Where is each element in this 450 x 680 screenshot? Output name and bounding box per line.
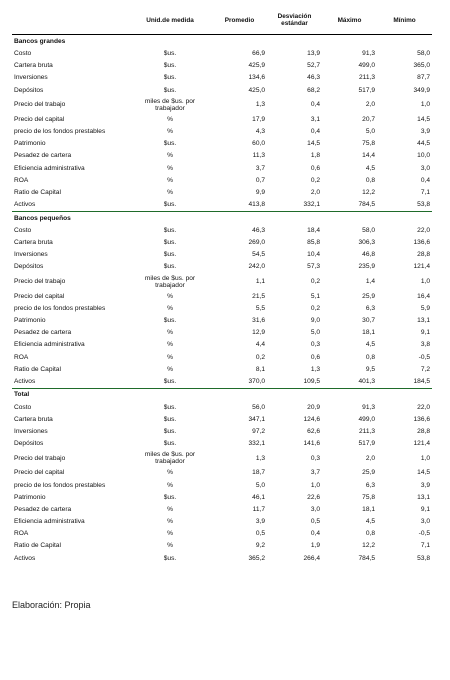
table-row	[12, 113, 432, 125]
cell-minimo: 3,0	[420, 518, 430, 526]
cell-desviacion: 124,6	[303, 415, 320, 423]
cell-desviacion: 332,1	[267, 199, 322, 212]
cell-label: Eficiencia administrativa	[14, 164, 85, 172]
cell-minimo: 1,0	[420, 101, 430, 109]
table-row	[12, 375, 432, 388]
cell-minimo: 349,9	[413, 86, 430, 94]
cell-unit: $us.	[163, 140, 177, 148]
cell-minimo: 1,0	[420, 278, 430, 285]
cell-promedio: 1,3	[255, 454, 265, 462]
cell-maximo: 4,5	[365, 164, 375, 172]
header-maximo: Máximo	[322, 6, 377, 35]
cell-promedio: 0,2	[255, 353, 265, 361]
cell-minimo: 7,1	[420, 542, 430, 550]
cell-label: precio de los fondos prestables	[14, 304, 106, 312]
cell-minimo: 3,9	[420, 481, 430, 489]
table-row	[12, 249, 432, 261]
cell-unit: %	[167, 341, 173, 349]
table-header-row	[12, 6, 432, 35]
cell-label: Activos	[14, 554, 36, 562]
cell-maximo: 75,8	[362, 140, 375, 148]
cell-desviacion: 0,2	[310, 304, 320, 312]
cell-desviacion: 3,1	[310, 115, 320, 123]
cell-label: Precio del trabajo	[14, 101, 66, 109]
table-row	[12, 125, 432, 137]
cell-maximo: 2,0	[365, 454, 375, 462]
table-row	[12, 314, 432, 326]
footnote: Elaboración: Propia	[12, 600, 91, 610]
cell-unit: $us.	[163, 86, 177, 94]
cell-maximo: 2,0	[365, 101, 375, 109]
cell-desviacion: 22,6	[307, 493, 320, 501]
cell-label: Patrimonio	[14, 140, 46, 148]
section-header-row	[12, 211, 432, 224]
cell-promedio: 21,5	[252, 292, 265, 300]
table-row	[12, 290, 432, 302]
cell-label: precio de los fondos prestables	[14, 128, 106, 136]
cell-unit: %	[167, 353, 173, 361]
cell-promedio: 56,0	[252, 403, 265, 411]
cell-label: Inversiones	[14, 74, 48, 82]
cell-minimo: 7,2	[420, 365, 430, 373]
cell-promedio: 31,6	[252, 316, 265, 324]
cell-unit: $us.	[163, 493, 177, 501]
cell-label: Costo	[14, 50, 32, 58]
cell-maximo: 18,1	[362, 505, 375, 513]
cell-promedio: 242,0	[248, 263, 265, 271]
cell-desviacion: 109,5	[267, 375, 322, 388]
cell-maximo: 9,5	[365, 365, 375, 373]
cell-label: precio de los fondos prestables	[14, 481, 106, 489]
cell-minimo: 14,5	[417, 469, 430, 477]
cell-minimo: 53,8	[417, 554, 430, 562]
cell-promedio: 97,2	[252, 427, 265, 435]
cell-unit: %	[167, 481, 173, 489]
table-row	[12, 199, 432, 212]
cell-maximo: 18,1	[362, 329, 375, 337]
cell-minimo: 22,0	[417, 403, 430, 411]
cell-promedio: 9,2	[255, 542, 265, 550]
cell-promedio: 8,1	[255, 365, 265, 373]
cell-unit: %	[167, 164, 173, 172]
cell-desviacion: 46,3	[307, 74, 320, 82]
cell-unit: %	[167, 542, 173, 550]
cell-desviacion: 10,4	[307, 251, 320, 259]
cell-maximo: 0,8	[365, 530, 375, 538]
cell-unit: $us.	[163, 62, 177, 70]
cell-unit: $us.	[163, 50, 177, 58]
cell-maximo: 784,5	[322, 199, 377, 212]
cell-label: Activos	[12, 375, 128, 388]
cell-promedio: 3,7	[255, 164, 265, 172]
cell-desviacion: 5,1	[310, 292, 320, 300]
cell-desviacion: 0,6	[310, 164, 320, 172]
cell-desviacion: 0,3	[310, 341, 320, 349]
cell-maximo: 25,9	[362, 469, 375, 477]
cell-desviacion: 3,7	[310, 469, 320, 477]
cell-maximo: 235,9	[358, 263, 375, 271]
cell-promedio: 4,3	[255, 128, 265, 136]
cell-unit: $us.	[163, 263, 177, 271]
cell-maximo: 784,5	[358, 554, 375, 562]
cell-promedio: 12,9	[252, 329, 265, 337]
cell-promedio: 5,0	[255, 481, 265, 489]
cell-label: ROA	[14, 530, 29, 538]
cell-desviacion: 68,2	[307, 86, 320, 94]
cell-promedio: 0,7	[255, 176, 265, 184]
cell-maximo: 20,7	[362, 115, 375, 123]
cell-unit: $us.	[163, 226, 177, 234]
cell-maximo: 517,9	[358, 440, 375, 448]
cell-desviacion: 14,5	[307, 140, 320, 148]
cell-label: Cartera bruta	[14, 239, 53, 247]
cell-unit: $us.	[163, 403, 177, 411]
cell-desviacion: 3,0	[310, 505, 320, 513]
cell-label: Ratio de Capital	[14, 365, 61, 373]
cell-maximo: 211,3	[358, 74, 375, 82]
cell-desviacion: 13,9	[307, 50, 320, 58]
cell-unit: %	[167, 152, 173, 160]
table-row	[12, 150, 432, 162]
cell-maximo: 1,4	[365, 278, 375, 285]
cell-desviacion: 9,0	[310, 316, 320, 324]
cell-minimo: 136,6	[413, 415, 430, 423]
cell-desviacion: 85,8	[307, 239, 320, 247]
cell-promedio: 365,2	[248, 554, 265, 562]
table-row	[12, 438, 432, 450]
cell-label: Cartera bruta	[14, 62, 53, 70]
table-row	[12, 138, 432, 150]
cell-label: Precio del capital	[14, 469, 65, 477]
table-row	[12, 339, 432, 351]
table-row	[12, 450, 432, 467]
cell-unit: %	[167, 304, 173, 312]
cell-label: Eficiencia administrativa	[14, 518, 85, 526]
cell-label: Depósitos	[14, 263, 44, 271]
table-row	[12, 48, 432, 60]
table-row	[12, 162, 432, 174]
cell-minimo: 28,8	[417, 251, 430, 259]
table-row	[12, 351, 432, 363]
cell-unit: %	[167, 128, 173, 136]
cell-minimo: -0,5	[418, 530, 430, 538]
cell-maximo: 4,5	[365, 341, 375, 349]
cell-unit: %	[167, 115, 173, 123]
cell-desviacion: 1,3	[310, 365, 320, 373]
cell-desviacion: 1,9	[310, 542, 320, 550]
cell-promedio: 17,9	[252, 115, 265, 123]
cell-desviacion: 0,3	[310, 454, 320, 462]
table-row	[12, 60, 432, 72]
cell-minimo: 22,0	[417, 226, 430, 234]
cell-maximo: 5,0	[365, 128, 375, 136]
cell-promedio: 66,9	[252, 50, 265, 58]
cell-minimo: 28,8	[417, 427, 430, 435]
cell-label: Depósitos	[14, 440, 44, 448]
table-row	[12, 467, 432, 479]
cell-unit: miles de $us. por trabajador	[144, 97, 196, 112]
table-row	[12, 491, 432, 503]
cell-minimo: 53,8	[377, 199, 432, 212]
cell-label: Costo	[14, 403, 32, 411]
cell-maximo: 0,8	[365, 353, 375, 361]
table-row	[12, 174, 432, 186]
cell-label: Depósitos	[14, 86, 44, 94]
cell-maximo: 25,9	[362, 292, 375, 300]
cell-label: Costo	[14, 226, 32, 234]
table-row	[12, 401, 432, 413]
cell-label: Inversiones	[14, 251, 48, 259]
cell-desviacion: 0,4	[310, 530, 320, 538]
cell-label: Inversiones	[14, 427, 48, 435]
cell-desviacion: 20,9	[307, 403, 320, 411]
cell-desviacion: 141,6	[303, 440, 320, 448]
cell-minimo: 10,0	[417, 152, 430, 160]
table-row	[12, 84, 432, 96]
cell-unit: %	[167, 188, 173, 196]
cell-desviacion: 5,0	[310, 329, 320, 337]
cell-label: Precio del trabajo	[14, 454, 66, 462]
cell-maximo: 0,8	[365, 176, 375, 184]
cell-label: Ratio de Capital	[14, 542, 61, 550]
cell-maximo: 91,3	[362, 50, 375, 58]
section-title: Total	[14, 391, 30, 399]
cell-desviacion: 1,8	[310, 152, 320, 160]
cell-minimo: 121,4	[413, 263, 430, 271]
table-row	[12, 327, 432, 339]
cell-maximo: 211,3	[358, 427, 375, 435]
table-body	[12, 35, 432, 565]
cell-maximo: 30,7	[362, 316, 375, 324]
cell-unit: $us.	[163, 415, 177, 423]
cell-desviacion: 0,4	[310, 101, 320, 109]
cell-label: Eficiencia administrativa	[14, 341, 85, 349]
cell-promedio: 332,1	[248, 440, 265, 448]
cell-promedio: 54,5	[252, 251, 265, 259]
cell-promedio: 425,9	[248, 62, 265, 70]
cell-unit: miles de $us. por trabajador	[144, 451, 196, 466]
header-promedio: Promedio	[212, 6, 267, 35]
cell-maximo: 6,3	[365, 304, 375, 312]
cell-unit: %	[167, 176, 173, 184]
cell-promedio: 11,3	[252, 152, 265, 160]
cell-minimo: 0,4	[420, 176, 430, 184]
cell-desviacion: 0,6	[310, 353, 320, 361]
cell-label: Patrimonio	[14, 493, 46, 501]
cell-unit: %	[167, 365, 173, 373]
cell-desviacion: 0,4	[310, 128, 320, 136]
cell-promedio: 5,5	[255, 304, 265, 312]
cell-promedio: 3,9	[255, 518, 265, 526]
cell-label: Precio del trabajo	[14, 278, 66, 285]
table-row	[12, 479, 432, 491]
cell-minimo: 14,5	[417, 115, 430, 123]
cell-label: ROA	[14, 176, 29, 184]
cell-desviacion: 57,3	[307, 263, 320, 271]
cell-minimo: 44,5	[417, 140, 430, 148]
table-row	[12, 516, 432, 528]
cell-label: Cartera bruta	[14, 415, 53, 423]
cell-maximo: 6,3	[365, 481, 375, 489]
cell-unit: $us.	[163, 440, 177, 448]
cell-unit: miles de $us. por trabajador	[144, 274, 196, 289]
cell-minimo: -0,5	[418, 353, 430, 361]
table-row	[12, 224, 432, 236]
cell-label: Pesadez de cartera	[14, 152, 72, 160]
section-header-row	[12, 388, 432, 401]
cell-promedio: 413,8	[212, 199, 267, 212]
cell-label: Precio del capital	[14, 115, 65, 123]
cell-unit: %	[167, 505, 173, 513]
cell-promedio: 46,3	[252, 226, 265, 234]
cell-minimo: 9,1	[420, 329, 430, 337]
cell-minimo: 7,1	[420, 188, 430, 196]
cell-minimo: 1,0	[420, 454, 430, 462]
section-title: Bancos grandes	[14, 37, 66, 45]
table-row	[12, 540, 432, 552]
cell-maximo: 14,4	[362, 152, 375, 160]
cell-promedio: 1,1	[255, 278, 265, 285]
cell-unit: $us.	[128, 199, 212, 212]
cell-label: Pesadez de cartera	[14, 329, 72, 337]
cell-unit: $us.	[163, 239, 177, 247]
cell-promedio: 425,0	[248, 86, 265, 94]
cell-desviacion: 266,4	[303, 554, 320, 562]
cell-label: ROA	[14, 353, 29, 361]
cell-minimo: 13,1	[417, 316, 430, 324]
cell-minimo: 184,5	[377, 375, 432, 388]
cell-unit: $us.	[163, 316, 177, 324]
cell-unit: $us.	[163, 74, 177, 82]
cell-label: Pesadez de cartera	[14, 505, 72, 513]
cell-minimo: 365,0	[413, 62, 430, 70]
cell-maximo: 75,8	[362, 493, 375, 501]
cell-minimo: 3,0	[420, 164, 430, 172]
cell-label: Ratio de Capital	[14, 188, 61, 196]
table-row	[12, 425, 432, 437]
cell-promedio: 11,7	[252, 505, 265, 513]
cell-desviacion: 0,2	[310, 176, 320, 184]
cell-promedio: 0,5	[255, 530, 265, 538]
cell-desviacion: 52,7	[307, 62, 320, 70]
cell-label: Activos	[12, 199, 128, 212]
cell-promedio: 370,0	[212, 375, 267, 388]
cell-maximo: 91,3	[362, 403, 375, 411]
cell-minimo: 5,9	[420, 304, 430, 312]
cell-desviacion: 62,6	[307, 427, 320, 435]
cell-minimo: 136,6	[413, 239, 430, 247]
cell-label: Patrimonio	[14, 316, 46, 324]
cell-promedio: 9,9	[255, 188, 265, 196]
cell-maximo: 46,8	[362, 251, 375, 259]
cell-maximo: 58,0	[362, 226, 375, 234]
table-row	[12, 186, 432, 198]
cell-maximo: 499,0	[358, 62, 375, 70]
cell-unit: %	[167, 530, 173, 538]
cell-unit: %	[167, 292, 173, 300]
table-row	[12, 302, 432, 314]
cell-minimo: 16,4	[417, 292, 430, 300]
cell-desviacion: 2,0	[310, 188, 320, 196]
table-row	[12, 273, 432, 290]
cell-maximo: 12,2	[362, 188, 375, 196]
table-row	[12, 261, 432, 273]
header-unit: Unid.de medida	[128, 6, 212, 35]
table-row	[12, 413, 432, 425]
cell-maximo: 306,3	[358, 239, 375, 247]
section-header-row	[12, 35, 432, 48]
table-row	[12, 72, 432, 84]
cell-promedio: 4,4	[255, 341, 265, 349]
cell-unit: %	[167, 469, 173, 477]
table-row	[12, 236, 432, 248]
cell-unit: $us.	[163, 251, 177, 259]
cell-unit: $us.	[163, 554, 177, 562]
cell-minimo: 3,8	[420, 341, 430, 349]
header-desviacion: Desviación estándar	[267, 6, 322, 35]
section-title: Bancos pequeños	[14, 214, 71, 222]
cell-desviacion: 0,5	[310, 518, 320, 526]
header-minimo: Mínimo	[377, 6, 432, 35]
cell-minimo: 9,1	[420, 505, 430, 513]
cell-promedio: 134,6	[248, 74, 265, 82]
cell-promedio: 269,0	[248, 239, 265, 247]
table-row	[12, 528, 432, 540]
cell-promedio: 60,0	[252, 140, 265, 148]
cell-promedio: 46,1	[252, 493, 265, 501]
cell-minimo: 121,4	[413, 440, 430, 448]
cell-desviacion: 0,2	[310, 278, 320, 285]
table-row	[12, 363, 432, 375]
cell-maximo: 517,9	[358, 86, 375, 94]
cell-promedio: 1,3	[255, 101, 265, 109]
statistics-table	[12, 6, 432, 564]
cell-maximo: 401,3	[322, 375, 377, 388]
cell-maximo: 499,0	[358, 415, 375, 423]
cell-unit: $us.	[128, 375, 212, 388]
table-row	[12, 96, 432, 113]
cell-label: Precio del capital	[14, 292, 65, 300]
cell-desviacion: 1,0	[310, 481, 320, 489]
cell-minimo: 13,1	[417, 493, 430, 501]
cell-unit: %	[167, 518, 173, 526]
cell-minimo: 3,9	[420, 128, 430, 136]
cell-maximo: 12,2	[362, 542, 375, 550]
cell-promedio: 18,7	[252, 469, 265, 477]
cell-desviacion: 18,4	[307, 226, 320, 234]
header-label-column	[12, 6, 128, 35]
cell-unit: %	[167, 329, 173, 337]
cell-minimo: 87,7	[417, 74, 430, 82]
cell-unit: $us.	[163, 427, 177, 435]
cell-minimo: 58,0	[417, 50, 430, 58]
cell-promedio: 347,1	[248, 415, 265, 423]
table-row	[12, 503, 432, 515]
cell-maximo: 4,5	[365, 518, 375, 526]
table-row	[12, 552, 432, 564]
